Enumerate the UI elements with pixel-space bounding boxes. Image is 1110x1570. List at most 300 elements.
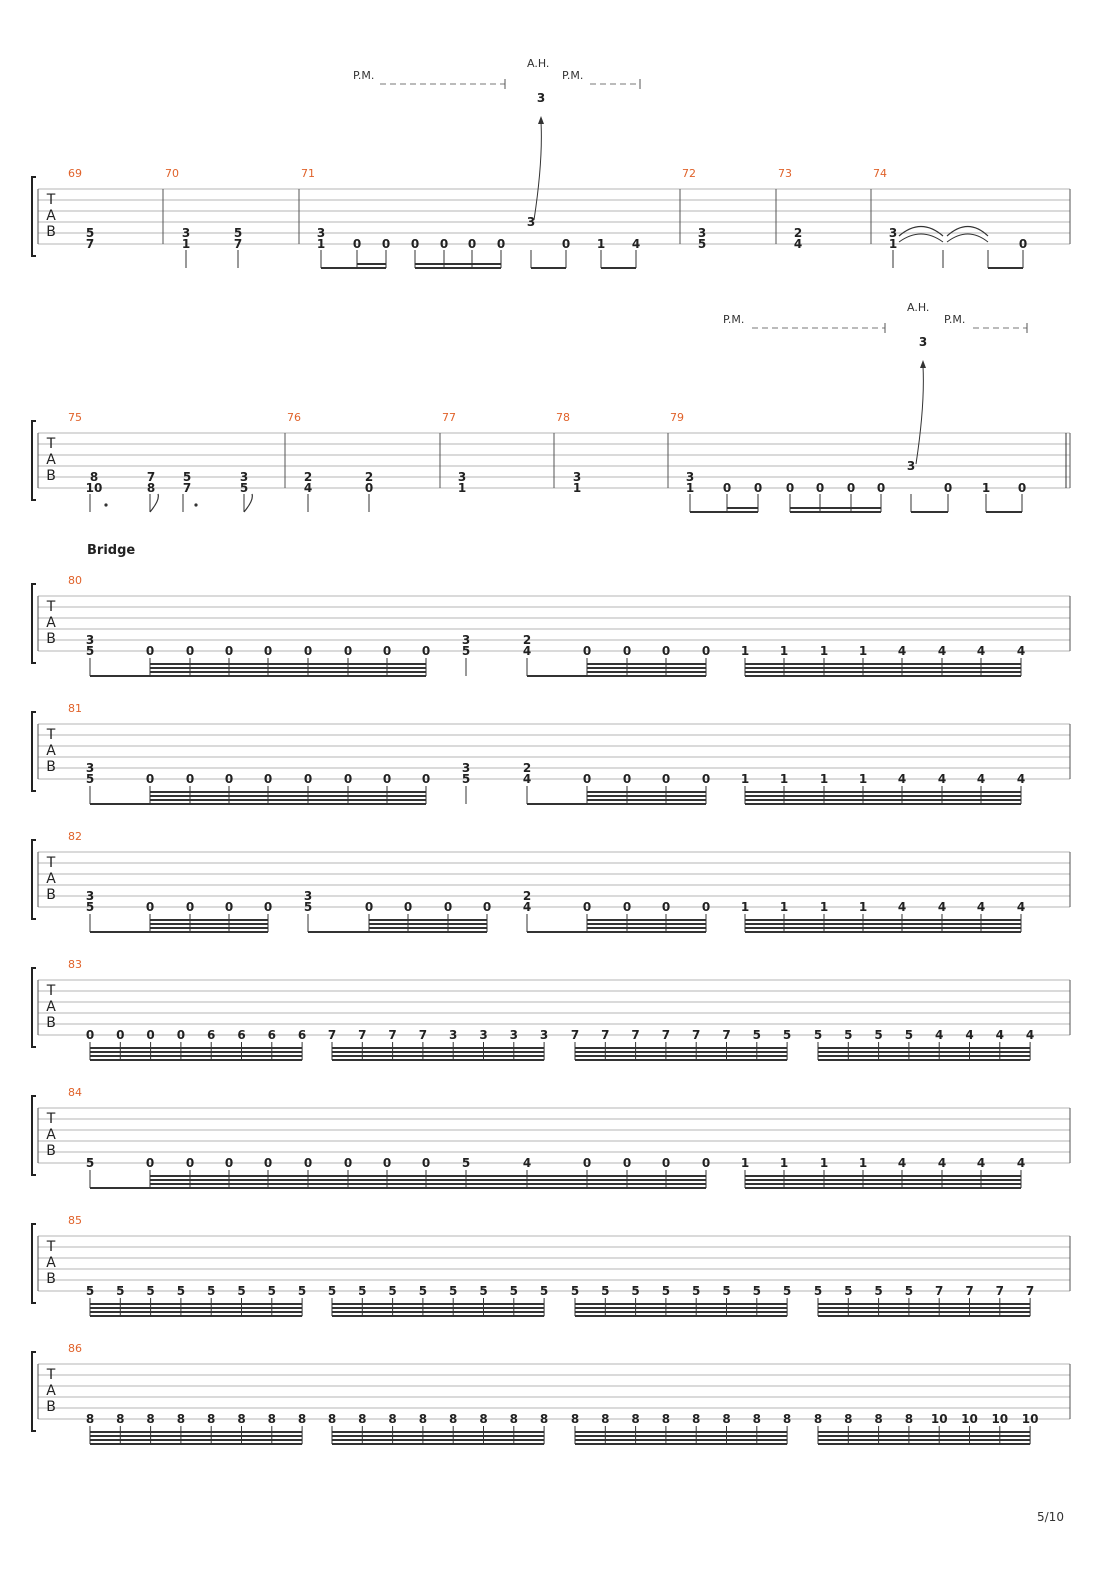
fret-number: 8 (722, 1412, 731, 1426)
fret-number: 0 (343, 644, 353, 658)
rhythm-dot (194, 503, 197, 506)
fret-number: 7 (965, 1284, 974, 1298)
fret-number: 1 (740, 1156, 750, 1170)
fret-number: 4 (976, 772, 986, 786)
fret-number: 1 (457, 481, 467, 495)
fret-number: 7 (570, 1028, 580, 1042)
fret-number: 0 (467, 237, 477, 251)
tab-clef-letter: T (46, 727, 56, 743)
tab-clef-letter: A (46, 1255, 56, 1271)
fret-number: 8 (874, 1412, 883, 1426)
measure-number: 69 (68, 167, 82, 180)
fret-number: 8 (146, 481, 156, 495)
fret-number: 1 (981, 481, 991, 495)
fret-number: 1 (740, 644, 750, 658)
fret-number: 0 (176, 1028, 186, 1042)
fret-number: 10 (961, 1412, 978, 1426)
fret-number: 5 (303, 900, 313, 914)
fret-number: 5 (479, 1284, 488, 1298)
fret-number: 5 (631, 1284, 640, 1298)
measure-number: 74 (873, 167, 887, 180)
fret-number: 4 (522, 1156, 532, 1170)
harmonic-curve (534, 122, 541, 220)
fret-number: 1 (779, 772, 789, 786)
fret-number: 0 (382, 772, 392, 786)
tie-arc (899, 234, 943, 242)
fret-number: 0 (943, 481, 953, 495)
fret-number: 0 (582, 772, 592, 786)
fret-number: 0 (661, 900, 671, 914)
fret-number: 3 (239, 470, 249, 484)
tab-clef-letter: A (46, 743, 56, 759)
tab-clef-letter: A (46, 615, 56, 631)
fret-number: 7 (661, 1028, 671, 1042)
fret-number: 0 (224, 1156, 234, 1170)
fret-number: 5 (813, 1284, 823, 1298)
tab-clef-letter: B (46, 887, 56, 903)
tab-clef-letter: T (46, 983, 56, 999)
fret-number: 5 (874, 1284, 883, 1298)
fret-number: 0 (146, 1028, 155, 1042)
fret-number: 8 (89, 470, 99, 484)
artificial-harmonic-label: A.H. (527, 57, 550, 70)
fret-number: 4 (897, 644, 907, 658)
fret-number: 0 (343, 1156, 353, 1170)
fret-number: 5 (327, 1284, 337, 1298)
fret-number: 8 (237, 1412, 246, 1426)
fret-number: 5 (752, 1284, 761, 1298)
bridge-row-80-bracket (32, 584, 36, 663)
fret-number: 8 (358, 1412, 367, 1426)
fret-number: 0 (846, 481, 856, 495)
fret-number: 0 (661, 772, 671, 786)
page-number: 5/10 (1037, 1510, 1064, 1524)
fret-number: 5 (813, 1028, 823, 1042)
fret-number: 5 (418, 1284, 428, 1298)
fret-number: 1 (779, 1156, 789, 1170)
fret-number: 0 (403, 900, 413, 914)
fret-number: 0 (185, 900, 195, 914)
fret-number: 0 (722, 481, 732, 495)
fret-number: 3 (181, 226, 191, 240)
fret-number: 3 (85, 761, 95, 775)
fret-number: 0 (785, 481, 795, 495)
fret-number: 0 (224, 644, 234, 658)
fret-number: 4 (1025, 1028, 1035, 1042)
fret-number: 3 (85, 633, 95, 647)
fret-number: 0 (224, 900, 234, 914)
tie-arc (899, 227, 943, 237)
tab-clef-letter: A (46, 208, 56, 224)
fret-number: 4 (976, 900, 986, 914)
measure-number: 81 (68, 702, 82, 715)
measure-number: 76 (287, 411, 301, 424)
fret-number: 3 (303, 889, 313, 903)
tab-clef-letter: B (46, 1015, 56, 1031)
fret-number: 3 (457, 470, 467, 484)
fret-number: 0 (381, 237, 391, 251)
tab-clef-letter: B (46, 759, 56, 775)
fret-number: 3 (539, 1028, 549, 1042)
fret-number: 0 (185, 644, 195, 658)
fret-number: 0 (622, 772, 632, 786)
palm-mute-label: P.M. (723, 313, 745, 326)
fret-number: 4 (897, 772, 907, 786)
system-1-bracket (32, 177, 36, 256)
fret-number: 4 (303, 481, 313, 495)
fret-number: 0 (145, 772, 155, 786)
fret-number: 8 (692, 1412, 701, 1426)
fret-number: 4 (995, 1028, 1004, 1042)
note-flag (244, 494, 252, 512)
fret-number: 0 (364, 900, 374, 914)
fret-number: 5 (85, 644, 95, 658)
fret-number: 0 (382, 644, 392, 658)
harmonic-arrowhead (920, 360, 926, 368)
fret-number: 8 (327, 1412, 337, 1426)
fret-number: 4 (522, 772, 532, 786)
fret-number: 8 (418, 1412, 428, 1426)
bridge-row-83-bracket (32, 968, 36, 1047)
fret-number: 0 (421, 1156, 431, 1170)
fret-number: 0 (582, 1156, 592, 1170)
fret-number: 8 (570, 1412, 580, 1426)
fret-number: 5 (874, 1028, 883, 1042)
fret-number: 1 (181, 237, 191, 251)
fret-number: 0 (382, 1156, 392, 1170)
fret-number: 5 (85, 226, 95, 240)
fret-number: 8 (904, 1412, 914, 1426)
tab-clef-letter: A (46, 1383, 56, 1399)
bridge-row-84-bracket (32, 1096, 36, 1175)
fret-number: 0 (343, 772, 353, 786)
fret-number: 7 (418, 1028, 428, 1042)
fret-number: 8 (601, 1412, 610, 1426)
fret-number: 5 (692, 1284, 701, 1298)
fret-number: 1 (819, 772, 829, 786)
fret-number: 3 (461, 633, 471, 647)
measure-number: 73 (778, 167, 792, 180)
tab-clef-letter: T (46, 1367, 56, 1383)
measure-number: 75 (68, 411, 82, 424)
fret-number: 8 (661, 1412, 671, 1426)
fret-number: 0 (1017, 481, 1027, 495)
fret-number: 1 (819, 644, 829, 658)
fret-number: 0 (1018, 237, 1028, 251)
rhythm-dot (104, 503, 107, 506)
fret-number: 0 (622, 900, 632, 914)
measure-number: 72 (682, 167, 696, 180)
fret-number: 5 (570, 1284, 580, 1298)
measure-number: 85 (68, 1214, 82, 1227)
fret-number: 3 (918, 335, 928, 349)
fret-number: 4 (937, 1156, 947, 1170)
fret-number: 5 (233, 226, 243, 240)
fret-number: 2 (793, 226, 803, 240)
fret-number: 0 (701, 900, 711, 914)
fret-number: 5 (182, 470, 192, 484)
fret-number: 4 (522, 644, 532, 658)
tab-clef-letter: B (46, 1143, 56, 1159)
bridge-row-86-bracket (32, 1352, 36, 1431)
fret-number: 8 (631, 1412, 640, 1426)
fret-number: 5 (844, 1028, 853, 1042)
fret-number: 5 (461, 772, 471, 786)
fret-number: 0 (421, 644, 431, 658)
fret-number: 1 (819, 900, 829, 914)
fret-number: 5 (844, 1284, 853, 1298)
fret-number: 3 (461, 761, 471, 775)
fret-number: 0 (582, 644, 592, 658)
fret-number: 3 (479, 1028, 488, 1042)
fret-number: 5 (449, 1284, 458, 1298)
fret-number: 8 (539, 1412, 549, 1426)
fret-number: 5 (85, 900, 95, 914)
fret-number: 5 (237, 1284, 246, 1298)
tab-clef-letter: A (46, 1127, 56, 1143)
fret-number: 3 (449, 1028, 458, 1042)
fret-number: 1 (685, 481, 695, 495)
fret-number: 1 (858, 900, 868, 914)
fret-number: 6 (297, 1028, 307, 1042)
fret-number: 7 (601, 1028, 610, 1042)
fret-number: 5 (661, 1284, 671, 1298)
fret-number: 5 (722, 1284, 731, 1298)
fret-number: 8 (146, 1412, 155, 1426)
fret-number: 7 (631, 1028, 640, 1042)
fret-number: 6 (267, 1028, 276, 1042)
fret-number: 0 (876, 481, 886, 495)
tab-clef-letter: B (46, 631, 56, 647)
fret-number: 3 (906, 459, 916, 473)
fret-number: 0 (263, 644, 273, 658)
palm-mute-label: P.M. (562, 69, 584, 82)
fret-number: 4 (897, 900, 907, 914)
fret-number: 10 (991, 1412, 1009, 1426)
fret-number: 7 (327, 1028, 337, 1042)
measure-number: 80 (68, 574, 82, 587)
fret-number: 0 (263, 900, 273, 914)
fret-number: 7 (182, 481, 192, 495)
fret-number: 0 (303, 644, 313, 658)
measure-number: 70 (165, 167, 179, 180)
tie-arc (947, 234, 988, 242)
fret-number: 7 (358, 1028, 367, 1042)
fret-number: 0 (421, 772, 431, 786)
fret-number: 7 (233, 237, 243, 251)
fret-number: 2 (303, 470, 313, 484)
fret-number: 2 (522, 761, 532, 775)
fret-number: 0 (701, 644, 711, 658)
fret-number: 0 (116, 1028, 125, 1042)
fret-number: 5 (358, 1284, 367, 1298)
fret-number: 4 (522, 900, 532, 914)
bridge-row-85-bracket (32, 1224, 36, 1303)
fret-number: 5 (388, 1284, 397, 1298)
fret-number: 3 (509, 1028, 518, 1042)
measure-number: 84 (68, 1086, 82, 1099)
fret-number: 0 (443, 900, 453, 914)
fret-number: 8 (297, 1412, 307, 1426)
palm-mute-label: P.M. (353, 69, 375, 82)
fret-number: 0 (701, 772, 711, 786)
tab-clef-letter: T (46, 855, 56, 871)
fret-number: 6 (237, 1028, 246, 1042)
tab-clef-letter: T (46, 599, 56, 615)
fret-number: 1 (888, 237, 898, 251)
fret-number: 5 (146, 1284, 155, 1298)
fret-number: 5 (697, 237, 707, 251)
fret-number: 0 (622, 1156, 632, 1170)
fret-number: 8 (782, 1412, 792, 1426)
fret-number: 5 (267, 1284, 276, 1298)
note-flag (150, 494, 158, 512)
fret-number: 0 (145, 644, 155, 658)
system-2-bracket (32, 421, 36, 500)
fret-number: 8 (388, 1412, 397, 1426)
fret-number: 0 (410, 237, 420, 251)
fret-number: 4 (631, 237, 641, 251)
fret-number: 4 (976, 1156, 986, 1170)
fret-number: 8 (844, 1412, 853, 1426)
fret-number: 7 (995, 1284, 1004, 1298)
fret-number: 2 (522, 889, 532, 903)
fret-number: 7 (1025, 1284, 1035, 1298)
fret-number: 3 (888, 226, 898, 240)
fret-number: 1 (779, 644, 789, 658)
fret-number: 10 (930, 1412, 948, 1426)
harmonic-curve (916, 366, 923, 464)
fret-number: 5 (904, 1284, 914, 1298)
fret-number: 1 (819, 1156, 829, 1170)
fret-number: 0 (263, 772, 273, 786)
fret-number: 1 (858, 772, 868, 786)
tab-clef-letter: T (46, 1111, 56, 1127)
fret-number: 4 (976, 644, 986, 658)
tab-clef-letter: B (46, 1271, 56, 1287)
fret-number: 1 (779, 900, 789, 914)
fret-number: 0 (582, 900, 592, 914)
artificial-harmonic-label: A.H. (907, 301, 930, 314)
fret-number: 0 (815, 481, 825, 495)
bridge-row-81-bracket (32, 712, 36, 791)
fret-number: 2 (522, 633, 532, 647)
measure-number: 78 (556, 411, 570, 424)
section-label: Bridge (87, 543, 136, 558)
tab-clef-letter: T (46, 1239, 56, 1255)
fret-number: 0 (496, 237, 506, 251)
fret-number: 8 (267, 1412, 276, 1426)
fret-number: 4 (793, 237, 803, 251)
measure-number: 86 (68, 1342, 82, 1355)
fret-number: 5 (461, 1156, 471, 1170)
tab-clef-letter: T (46, 436, 56, 452)
fret-number: 3 (526, 215, 536, 229)
bridge-row-82-bracket (32, 840, 36, 919)
fret-number: 0 (661, 644, 671, 658)
fret-number: 3 (536, 91, 546, 105)
fret-number: 5 (207, 1284, 216, 1298)
fret-number: 5 (85, 1156, 95, 1170)
fret-number: 6 (207, 1028, 216, 1042)
fret-number: 0 (303, 772, 313, 786)
fret-number: 4 (965, 1028, 974, 1042)
tab-clef-letter: A (46, 871, 56, 887)
fret-number: 1 (740, 900, 750, 914)
fret-number: 3 (572, 470, 582, 484)
fret-number: 7 (146, 470, 156, 484)
fret-number: 4 (937, 772, 947, 786)
fret-number: 3 (85, 889, 95, 903)
fret-number: 0 (263, 1156, 273, 1170)
fret-number: 7 (388, 1028, 397, 1042)
fret-number: 5 (509, 1284, 518, 1298)
fret-number: 8 (85, 1412, 95, 1426)
fret-number: 0 (352, 237, 362, 251)
fret-number: 7 (85, 237, 95, 251)
fret-number: 5 (85, 1284, 95, 1298)
fret-number: 5 (176, 1284, 186, 1298)
measure-number: 83 (68, 958, 82, 971)
palm-mute-label: P.M. (944, 313, 966, 326)
fret-number: 0 (185, 772, 195, 786)
tab-clef-letter: A (46, 999, 56, 1015)
tie-arc (947, 227, 988, 237)
fret-number: 4 (937, 644, 947, 658)
fret-number: 4 (1016, 644, 1026, 658)
tab-clef-letter: B (46, 1399, 56, 1415)
fret-number: 4 (1016, 1156, 1026, 1170)
fret-number: 5 (539, 1284, 549, 1298)
fret-number: 8 (449, 1412, 458, 1426)
tab-clef-letter: A (46, 452, 56, 468)
fret-number: 5 (116, 1284, 125, 1298)
fret-number: 1 (596, 237, 606, 251)
fret-number: 0 (185, 1156, 195, 1170)
fret-number: 5 (904, 1028, 914, 1042)
fret-number: 0 (482, 900, 492, 914)
fret-number: 7 (935, 1284, 944, 1298)
fret-number: 8 (116, 1412, 125, 1426)
fret-number: 0 (701, 1156, 711, 1170)
measure-number: 71 (301, 167, 315, 180)
harmonic-arrowhead (538, 116, 544, 124)
fret-number: 0 (561, 237, 571, 251)
fret-number: 8 (479, 1412, 488, 1426)
fret-number: 1 (316, 237, 326, 251)
tab-clef-letter: B (46, 468, 56, 484)
fret-number: 1 (572, 481, 582, 495)
fret-number: 1 (858, 1156, 868, 1170)
fret-number: 5 (239, 481, 249, 495)
fret-number: 8 (752, 1412, 761, 1426)
fret-number: 4 (1016, 900, 1026, 914)
fret-number: 8 (176, 1412, 186, 1426)
fret-number: 0 (85, 1028, 95, 1042)
fret-number: 10 (1021, 1412, 1039, 1426)
fret-number: 0 (145, 900, 155, 914)
fret-number: 3 (316, 226, 326, 240)
fret-number: 2 (364, 470, 374, 484)
fret-number: 0 (303, 1156, 313, 1170)
tab-clef-letter: T (46, 192, 56, 208)
fret-number: 0 (364, 481, 374, 495)
fret-number: 7 (692, 1028, 701, 1042)
fret-number: 3 (697, 226, 707, 240)
fret-number: 3 (685, 470, 695, 484)
fret-number: 8 (813, 1412, 823, 1426)
fret-number: 5 (461, 644, 471, 658)
